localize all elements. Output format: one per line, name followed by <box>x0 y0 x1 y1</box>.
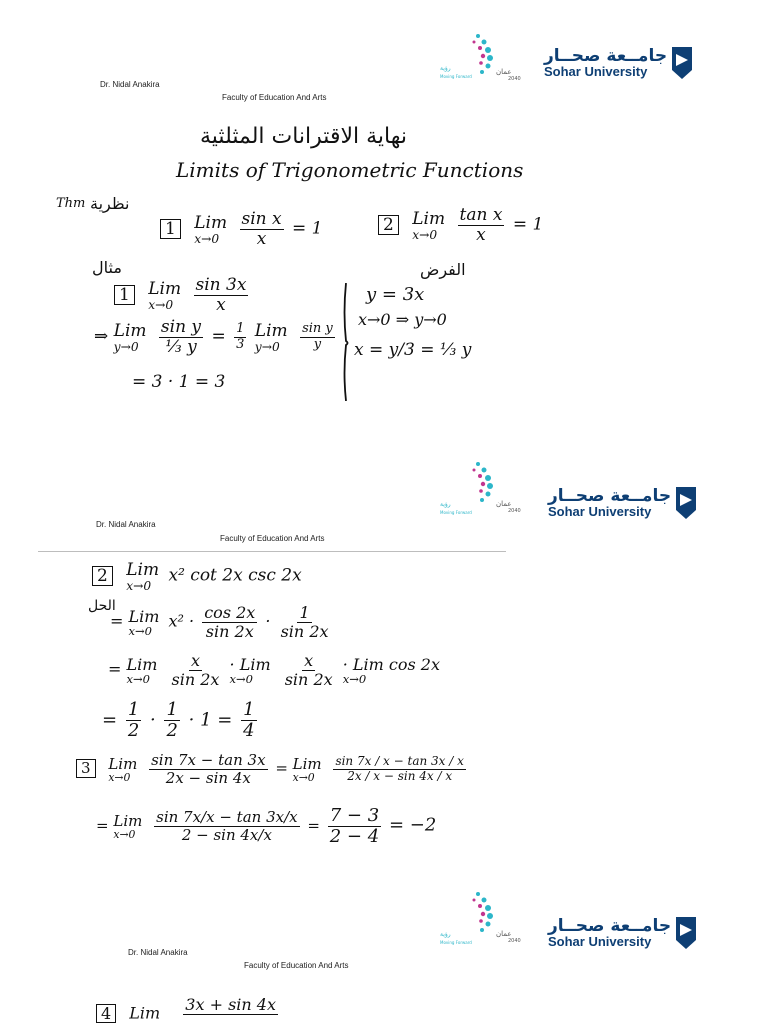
university-name-arabic: جامــعة صحــار <box>548 916 672 936</box>
remaining-product: · 1 = <box>188 709 233 731</box>
numerator: x <box>304 651 314 670</box>
theorem-1 <box>160 210 322 248</box>
problem-4 <box>96 996 281 1032</box>
example-arabic: مثال <box>92 258 122 277</box>
equals-sign: = <box>108 659 122 679</box>
title-arabic: نهاية الاقترانات المثلثية <box>200 124 408 149</box>
numerator-term: tan 3x / x <box>407 754 464 769</box>
numerator: x <box>190 651 200 670</box>
university-name-arabic: جامــعة صحــار <box>544 46 668 66</box>
equals-result: = 1 <box>292 218 323 239</box>
theorem-2 <box>378 206 543 244</box>
denominator: x <box>476 224 486 245</box>
title-english: Limits of Trigonometric Functions <box>176 158 524 182</box>
lim-approach: x→0 <box>128 623 152 638</box>
lim-label: Lim <box>254 321 288 342</box>
lim-approach: x→0 <box>126 579 152 593</box>
substitution-2: x→0 ⇒ y→0 <box>358 310 447 329</box>
denominator: ⅓ y <box>165 336 197 357</box>
expression: x² cot 2x csc 2x <box>168 565 302 586</box>
lim-approach: x→0 <box>292 770 315 784</box>
implies-arrow: ⇒ <box>94 326 109 347</box>
author-name: Dr. Nidal Anakira <box>128 948 188 957</box>
numerator: sin x <box>241 209 282 229</box>
university-name-english: Sohar University <box>548 934 652 949</box>
numerator: sin y <box>302 321 333 337</box>
thm-arabic: نظرية <box>90 194 130 213</box>
numerator: sin 7x/x − tan 3x/x <box>156 808 298 827</box>
university-logo <box>548 916 697 950</box>
divider-brace <box>343 283 349 401</box>
page-divider <box>38 551 506 552</box>
oman-vision-2040-icon <box>440 456 530 518</box>
denominator: 2 <box>127 719 140 741</box>
thm-label: Thm <box>56 196 86 211</box>
lim-approach: x→0 <box>229 671 254 686</box>
coef-numerator: 1 <box>236 321 245 337</box>
denominator: 2 − sin 4x/x <box>181 825 272 844</box>
numerator: 3x + sin 4x <box>185 995 276 1014</box>
svg-text:Moving Forward: Moving Forward <box>440 74 472 79</box>
author-name: Dr. Nidal Anakira <box>96 520 156 529</box>
numerator: tan x <box>459 205 503 225</box>
numerator: 1 <box>243 699 255 720</box>
substitution-1: y = 3x <box>366 284 425 305</box>
svg-text:2040: 2040 <box>508 938 521 944</box>
denominator: x <box>216 294 226 315</box>
svg-text:عمان: عمان <box>496 68 512 76</box>
university-name-arabic: جامــعة صحــار <box>548 486 672 506</box>
lim-approach: x→0 <box>113 827 136 841</box>
denominator: 2x − sin 4x <box>165 768 251 787</box>
final-result: = −2 <box>388 814 437 836</box>
x-squared-factor: x² · <box>168 611 195 631</box>
solution-line-2 <box>108 652 444 688</box>
faculty-name: Faculty of Education And Arts <box>244 961 349 970</box>
lim-approach: x→0 <box>342 671 367 686</box>
problem-number: 4 <box>96 1004 116 1024</box>
lim-label: Lim <box>128 606 160 626</box>
numerator-term: sin 7x / x <box>335 754 390 769</box>
problem-3: 3 Lim x→0 $\frac{\sin 7x - \tan 3x}{2x - \sin 4x}$ = Lim x→0 $\frac{\sin 7x / x - \tan 3x / x}{2x / x - \sin 4x / x}$ <box>76 752 469 786</box>
numerator: 1 <box>299 603 310 622</box>
numerator: sin 7x − tan 3x <box>151 751 266 769</box>
svg-text:2040: 2040 <box>508 508 521 514</box>
denominator-term: sin 4x / x <box>397 768 453 783</box>
solution-step-1 <box>94 318 338 356</box>
example-number: 1 <box>114 285 135 306</box>
hint-arabic: الفرض <box>420 260 466 279</box>
numerator: 7 − 3 <box>329 805 380 826</box>
lim-label: Lim <box>126 654 158 674</box>
lim-label: Lim <box>108 754 138 773</box>
denominator: sin 2x <box>171 669 220 689</box>
solution-arabic: الحل <box>88 598 116 614</box>
example-1 <box>114 276 251 314</box>
numerator: sin 3x <box>195 275 247 295</box>
lim-label: · Lim cos 2x <box>342 654 440 674</box>
lim-approach: x→0 <box>126 671 150 686</box>
lim-label: Lim <box>113 811 143 830</box>
problem-number: 3 <box>76 759 96 778</box>
lim-approach: y→0 <box>254 340 280 355</box>
solution-line-3: = $\frac{1}{2}$ · $\frac{1}{2}$ · 1 = $\frac{1}{4}$ <box>102 699 255 741</box>
solution-step-2: = 3 · 1 = 3 <box>132 372 226 392</box>
theorem-number: 2 <box>378 215 399 236</box>
lim-label: Lim <box>412 209 446 230</box>
lim-label: · Lim <box>229 654 271 674</box>
svg-text:رؤية: رؤية <box>440 501 451 508</box>
denominator: 4 <box>243 719 255 741</box>
problem-number: 2 <box>92 566 113 587</box>
denominator: sin 2x <box>284 669 333 689</box>
coef-denominator: 3 <box>236 336 245 352</box>
university-name-english: Sohar University <box>548 504 652 519</box>
lim-approach: x→0 <box>194 232 220 247</box>
lim-approach: x→0 <box>108 770 131 784</box>
numerator: cos 2x <box>204 603 256 622</box>
equals-sign: = <box>110 611 124 631</box>
svg-text:رؤية: رؤية <box>440 931 451 938</box>
numerator: sin y <box>160 317 202 337</box>
lim-label: Lim <box>194 213 228 234</box>
lim-approach: y→0 <box>113 340 139 355</box>
svg-text:2040: 2040 <box>508 76 521 82</box>
denominator-term: 2x / x <box>347 768 381 783</box>
solution-line-1 <box>110 604 334 640</box>
equals-sign: = <box>96 816 109 835</box>
sohar-university-shield-icon <box>675 916 697 950</box>
solution-line-4 <box>96 806 436 847</box>
denominator: 2 − 4 <box>329 825 380 847</box>
sohar-university-shield-icon <box>675 486 697 520</box>
lim-label: Lim <box>129 1003 161 1023</box>
lim-label: Lim <box>148 279 182 300</box>
problem-2 <box>92 560 302 592</box>
faculty-name: Faculty of Education And Arts <box>222 93 327 102</box>
denominator: x <box>256 228 267 249</box>
university-name-english: Sohar University <box>544 64 648 79</box>
svg-text:رؤية: رؤية <box>440 65 451 72</box>
denominator: sin 2x <box>280 621 329 641</box>
substitution-3: x = y/3 = ⅓ y <box>354 340 472 360</box>
svg-text:Moving Forward: Moving Forward <box>440 510 472 515</box>
svg-text:Moving Forward: Moving Forward <box>440 940 472 945</box>
university-logo <box>548 486 697 520</box>
denominator: sin 2x <box>205 621 254 641</box>
oman-vision-2040-icon <box>440 28 530 90</box>
denominator: y <box>313 336 322 352</box>
equals-sign: = <box>211 326 226 347</box>
numerator: 1 <box>127 699 140 720</box>
lim-label: Lim <box>292 754 322 773</box>
theorem-number: 1 <box>160 219 181 240</box>
equals-sign: = <box>307 816 320 835</box>
sohar-university-shield-icon <box>671 46 693 80</box>
oman-vision-2040-icon <box>440 886 530 948</box>
svg-text:عمان: عمان <box>496 930 512 938</box>
equals-sign: = <box>102 709 118 731</box>
lim-label: Lim <box>126 560 160 580</box>
author-name: Dr. Nidal Anakira <box>100 80 160 89</box>
lim-approach: x→0 <box>148 298 174 313</box>
svg-text:عمان: عمان <box>496 500 512 508</box>
equals-sign: = <box>275 759 288 777</box>
denominator: 2 <box>166 719 178 741</box>
university-logo <box>544 46 693 80</box>
lim-approach: x→0 <box>412 228 438 243</box>
faculty-name: Faculty of Education And Arts <box>220 534 325 543</box>
lim-label: Lim <box>113 321 147 342</box>
equals-result: = 1 <box>512 214 544 235</box>
times-dot: · <box>265 611 271 631</box>
numerator: 1 <box>166 699 178 720</box>
